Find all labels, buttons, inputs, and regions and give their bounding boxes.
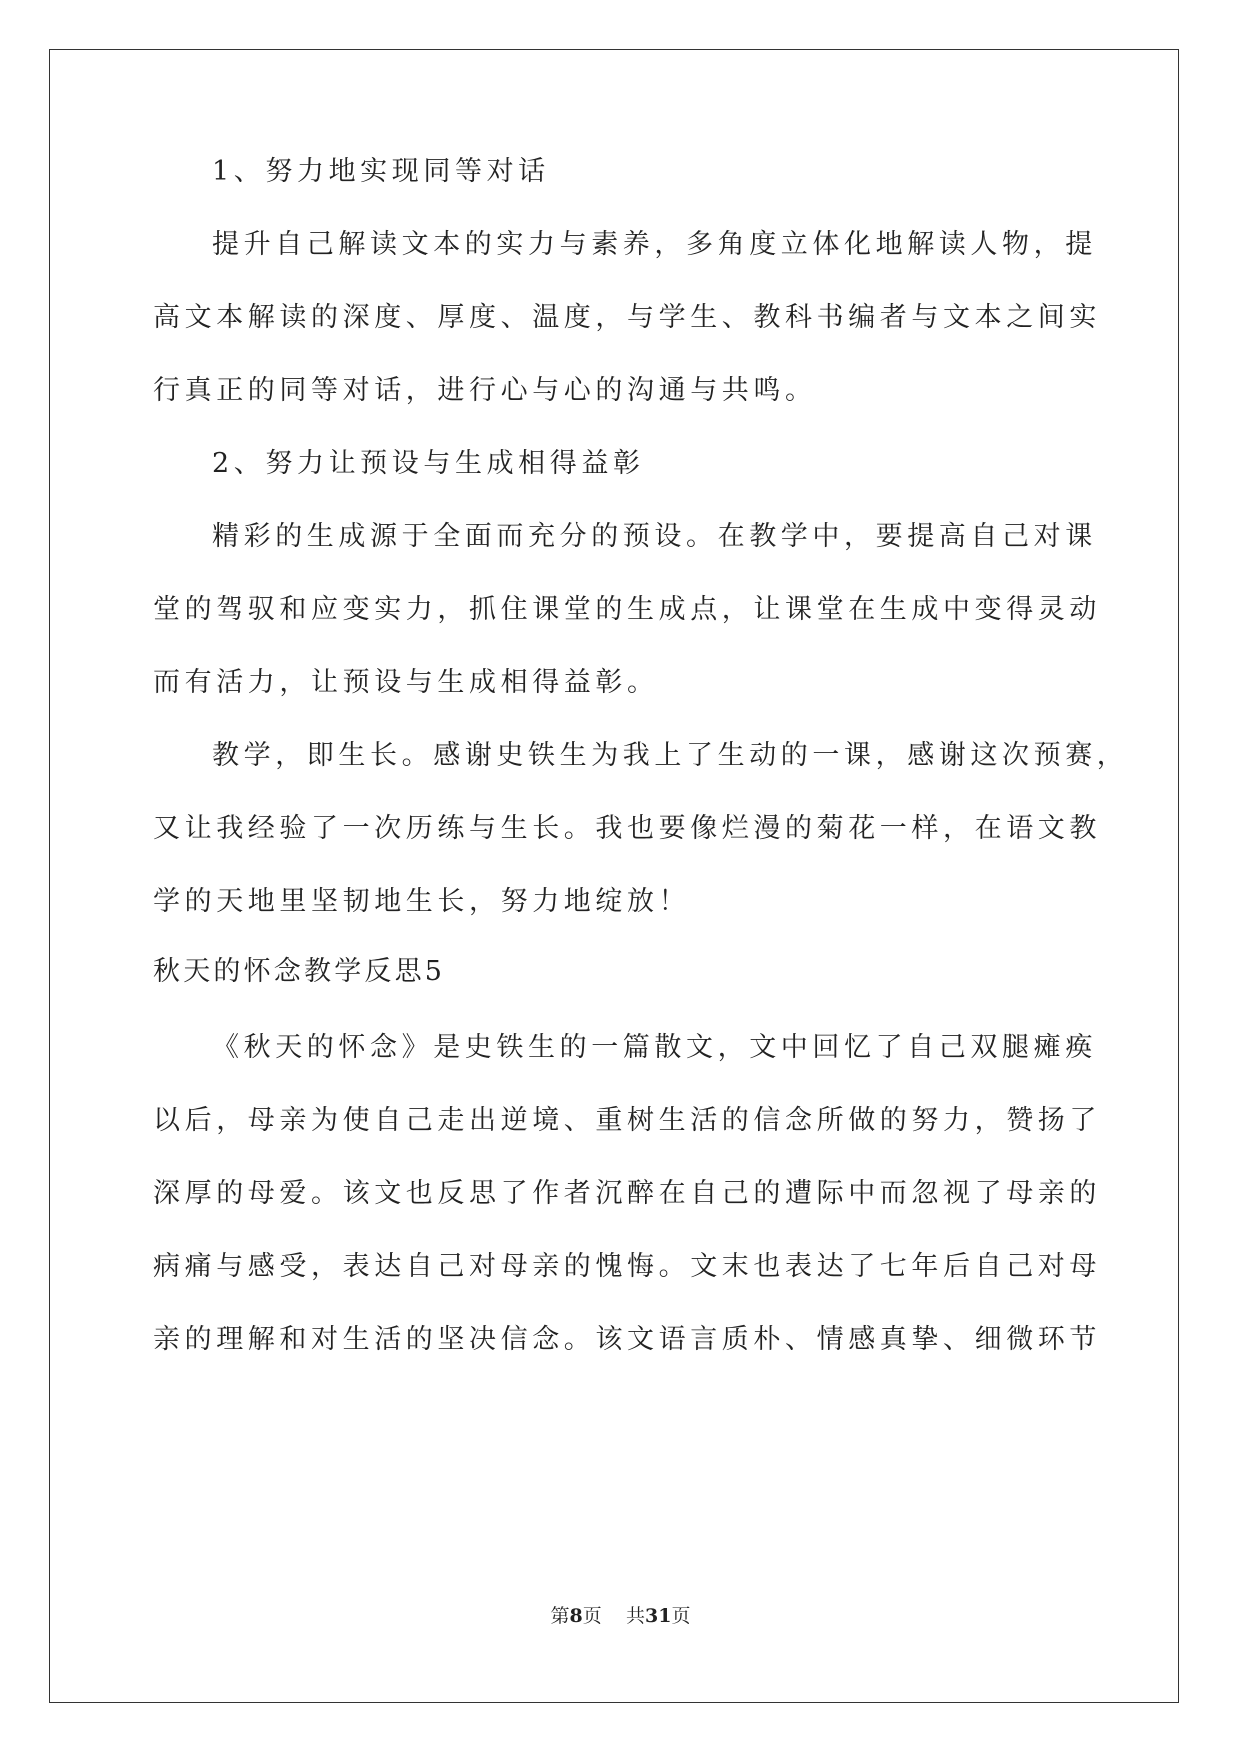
paragraph-line: 精彩的生成源于全面而充分的预设。在教学中，要提高自己对课 [212,521,1097,552]
paragraph-line: 亲的理解和对生活的坚决信念。该文语言质朴、情感真挚、细微环节 [153,1324,1101,1355]
paragraph-line: 堂的驾驭和应变实力，抓住课堂的生成点，让课堂在生成中变得灵动 [153,594,1101,625]
article-title: 秋天的怀念教学反思5 [153,956,446,987]
paragraph-line: 深厚的母爱。该文也反思了作者沉醉在自己的遭际中而忽视了母亲的 [153,1178,1101,1209]
paragraph-line: 以后，母亲为使自己走出逆境、重树生活的信念所做的努力，赞扬了 [153,1105,1101,1136]
section-heading-2: 2、努力让预设与生成相得益彰 [212,448,645,479]
page-number: 8 [569,1605,583,1627]
total-suffix: 页 [671,1605,691,1627]
total-prefix: 共 [625,1605,645,1627]
paragraph-line: 又让我经验了一次历练与生长。我也要像烂漫的菊花一样，在语文教 [153,813,1101,844]
paragraph-line: 行真正的同等对话，进行心与心的沟通与共鸣。 [153,375,817,406]
page-suffix: 页 [582,1605,602,1627]
page-border [49,49,1179,1703]
page-footer [0,1604,1241,1628]
paragraph-line: 而有活力，让预设与生成相得益彰。 [153,667,659,698]
page-prefix: 第 [550,1605,570,1627]
paragraph-line: 提升自己解读文本的实力与素养，多角度立体化地解读人物，提 [212,229,1097,260]
paragraph-line: 《秋天的怀念》是史铁生的一篇散文，文中回忆了自己双腿瘫痪 [212,1032,1097,1063]
paragraph-line: 学的天地里坚韧地生长，努力地绽放！ [153,886,691,917]
paragraph-line: 病痛与感受，表达自己对母亲的愧悔。文末也表达了七年后自己对母 [153,1251,1101,1282]
section-heading-1: 1、努力地实现同等对话 [212,156,550,187]
paragraph-line: 教学，即生长。感谢史铁生为我上了生动的一课，感谢这次预赛， [212,740,1129,771]
paragraph-line: 高文本解读的深度、厚度、温度，与学生、教科书编者与文本之间实 [153,302,1101,333]
total-pages: 31 [644,1605,672,1627]
